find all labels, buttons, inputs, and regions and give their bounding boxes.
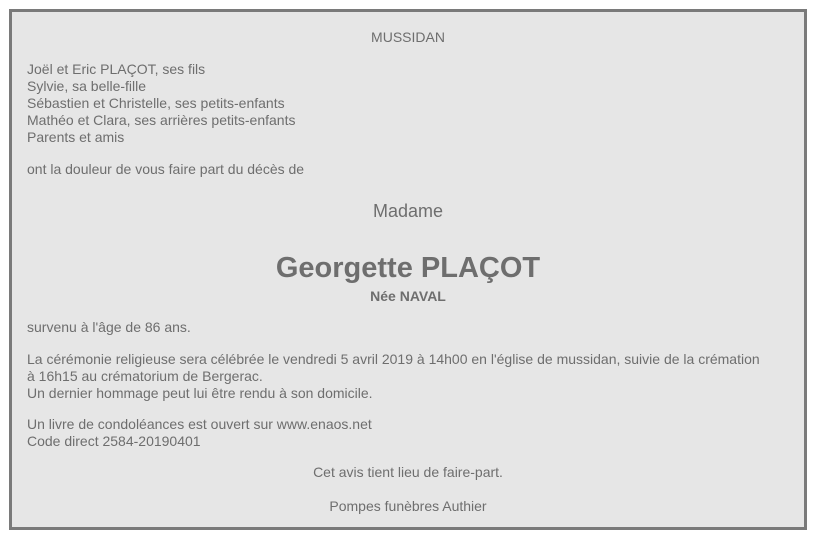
family-list [27,61,295,146]
condolences-line: Un livre de condoléances est ouvert sur www.enaos.net [27,416,372,432]
ceremony-line: Un dernier hommage peut lui être rendu à son domicile. [27,385,373,401]
family-line: Sylvie, sa belle-fille [27,78,147,94]
age-text: survenu à l'âge de 86 ans. [27,319,191,335]
family-line: Parents et amis [27,129,125,145]
faire-part-note: Cet avis tient lieu de faire-part. [313,464,503,480]
condolences-code: Code direct 2584-20190401 [27,433,201,449]
ceremony-line: à 16h15 au crématorium de Bergerac. [27,368,263,384]
civility-title: Madame [372,201,444,221]
announcement-text: ont la douleur de vous faire part du décès de [27,161,305,177]
family-line: Sébastien et Christelle, ses petits-enfants [27,95,285,111]
condolences-info [27,416,372,450]
ceremony-details [27,351,797,402]
ceremony-line: La cérémonie religieuse sera célébrée le vendredi 5 avril 2019 à 14h00 en l'église de mussidan, suivie de la crémation [27,351,760,367]
deceased-name: Georgette PLAÇOT [275,252,541,284]
obituary-notice [9,9,807,530]
town-heading: MUSSIDAN [371,29,445,45]
family-line: Joël et Eric PLAÇOT, ses fils [27,61,206,77]
funeral-home: Pompes funèbres Authier [329,498,487,514]
maiden-name: Née NAVAL [370,288,446,304]
family-line: Mathéo et Clara, ses arrières petits-enfants [27,112,296,128]
